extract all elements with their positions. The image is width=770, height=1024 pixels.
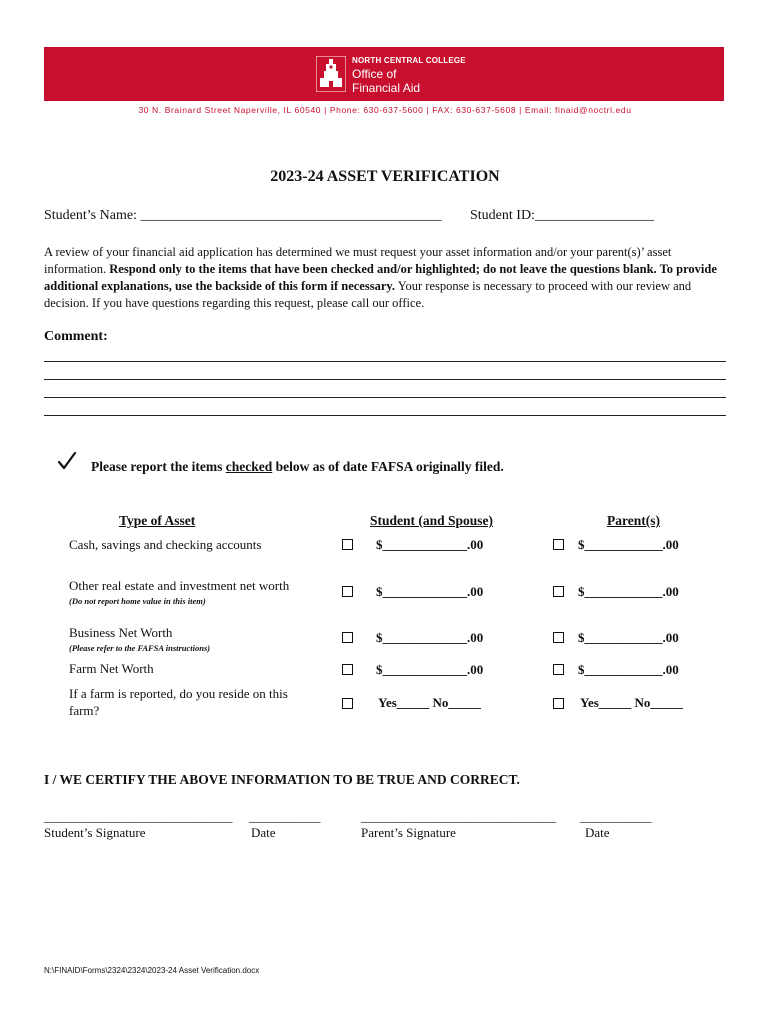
student-cash-checkbox[interactable] <box>342 539 353 550</box>
parent-business-amount[interactable]: $____________.00 <box>578 630 679 645</box>
student-signature-label: Student’s Signature <box>44 825 146 840</box>
comment-line-2[interactable] <box>44 379 726 380</box>
comment-line-3[interactable] <box>44 397 726 398</box>
student-id-label: Student ID: <box>470 208 535 223</box>
student-real-estate-amount[interactable]: $_____________.00 <box>376 584 484 599</box>
student-name-line: ___________________________________________ <box>140 208 442 223</box>
student-date-label: Date <box>251 825 276 840</box>
checkmark-icon <box>57 451 77 471</box>
college-tower-icon <box>316 56 346 92</box>
asset-label-real-estate: Other real estate and investment net worth <box>69 578 290 593</box>
parent-real-estate-amount[interactable]: $____________.00 <box>578 584 679 599</box>
parent-farm-amount[interactable]: $____________.00 <box>578 662 679 677</box>
asset-label-reside-farm-2: farm? <box>69 703 100 718</box>
asset-note-real-estate: (Do not report home value in this item) <box>69 596 206 606</box>
college-name: NORTH CENTRAL COLLEGE <box>352 56 466 65</box>
intro-text-1: A review of your financial aid application has determined we must request your asset information and/or your parent(s)’ asset information. <box>44 245 672 276</box>
parent-date-label: Date <box>585 825 610 840</box>
office-name-line2: Financial Aid <box>352 81 421 95</box>
comment-label: Comment: <box>44 329 108 344</box>
instruction-text: Please report the items checked below as of date FAFSA originally filed. <box>91 459 504 474</box>
comment-line-4[interactable] <box>44 415 726 416</box>
student-name-field[interactable] <box>44 208 441 224</box>
student-cash-amount[interactable]: $_____________.00 <box>376 537 484 552</box>
file-path-footer: N:\FINAID\Forms\2324\2324\2023-24 Asset Verification.docx <box>44 966 260 975</box>
student-real-estate-checkbox[interactable] <box>342 586 353 597</box>
asset-label-reside-farm: If a farm is reported, do you reside on this <box>69 686 288 701</box>
parent-signature-label: Parent’s Signature <box>361 825 456 840</box>
page-title: 2023-24 ASSET VERIFICATION <box>270 168 500 185</box>
student-name-label: Student’s Name: <box>44 208 137 223</box>
asset-label-cash: Cash, savings and checking accounts <box>69 537 262 552</box>
student-signature-line[interactable]: _____________________________ <box>44 809 233 824</box>
contact-address: 30 N. Brainard Street Naperville, IL 60540 | Phone: 630-637-5600 | FAX: 630-637-5608 | Email: finaid@noctrl.edu <box>138 105 632 115</box>
header-parents: Parent(s) <box>607 513 660 528</box>
asset-label-business: Business Net Worth <box>69 625 173 640</box>
student-farm-amount[interactable]: $_____________.00 <box>376 662 484 677</box>
student-date-line[interactable]: ___________ <box>249 809 321 824</box>
student-farm-checkbox[interactable] <box>342 664 353 675</box>
instruction-checked-word: checked <box>225 459 273 474</box>
student-reside-farm-answer[interactable]: Yes_____ No_____ <box>378 695 481 710</box>
parent-cash-checkbox[interactable] <box>553 539 564 550</box>
asset-label-farm: Farm Net Worth <box>69 661 154 676</box>
student-id-line: _________________ <box>534 208 654 223</box>
parent-real-estate-checkbox[interactable] <box>553 586 564 597</box>
parent-cash-amount[interactable]: $____________.00 <box>578 537 679 552</box>
parent-farm-checkbox[interactable] <box>553 664 564 675</box>
parent-signature-line[interactable]: ______________________________ <box>361 809 556 824</box>
student-id-field[interactable] <box>470 208 654 224</box>
student-business-checkbox[interactable] <box>342 632 353 643</box>
parent-reside-farm-answer[interactable]: Yes_____ No_____ <box>580 695 683 710</box>
comment-line-1[interactable] <box>44 361 726 362</box>
certify-statement: I / WE CERTIFY THE ABOVE INFORMATION TO BE TRUE AND CORRECT. <box>44 772 520 787</box>
intro-text-2: Your response is necessary to proceed with our review and decision. If you have questions regarding this request, please call our office. <box>44 279 692 310</box>
asset-note-business: (Please refer to the FAFSA instructions) <box>69 643 211 653</box>
parent-reside-farm-checkbox[interactable] <box>553 698 564 709</box>
office-name-line1: Office of <box>352 67 397 81</box>
header-type-of-asset: Type of Asset <box>119 513 196 528</box>
intro-paragraph <box>44 244 728 312</box>
intro-text-bold: Respond only to the items that have been checked and/or highlighted; do not leave the questions blank. To provide additional explanations, use the backside of this form if necessary. <box>44 262 717 293</box>
parent-business-checkbox[interactable] <box>553 632 564 643</box>
header-student-spouse: Student (and Spouse) <box>370 513 494 528</box>
student-reside-farm-checkbox[interactable] <box>342 698 353 709</box>
student-business-amount[interactable]: $_____________.00 <box>376 630 484 645</box>
parent-date-line[interactable]: ___________ <box>580 809 652 824</box>
